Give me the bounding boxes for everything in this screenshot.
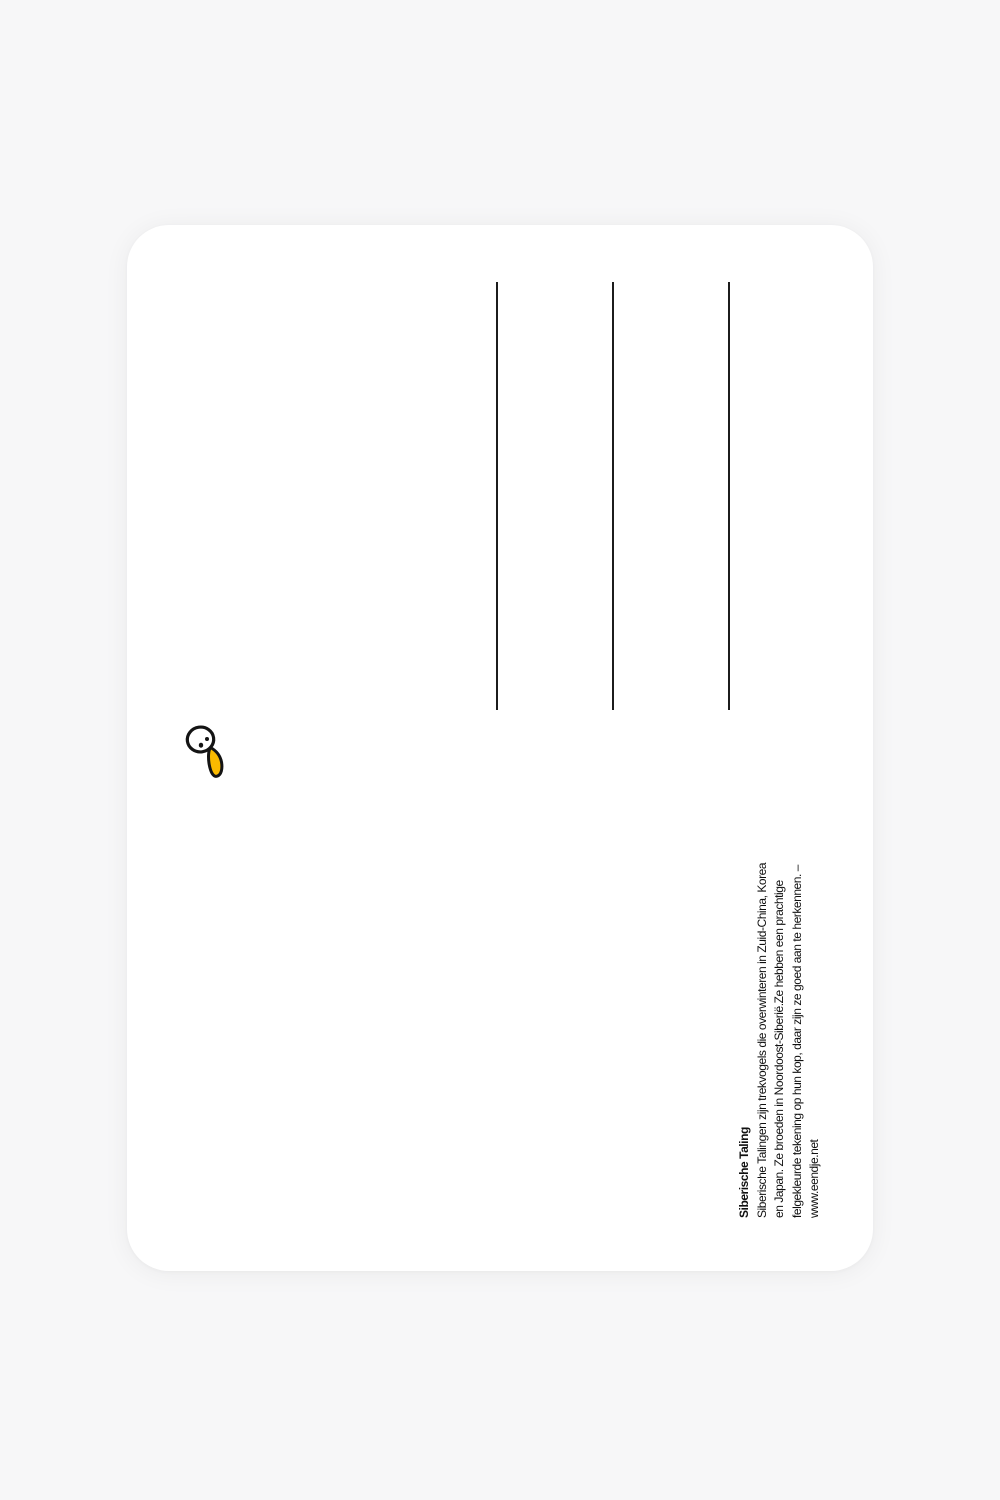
info-line: Siberische Talingen zijn trekvogels die overwinteren in Zuid-China, Korea xyxy=(754,862,769,1218)
duck-nostril xyxy=(199,743,203,748)
address-line xyxy=(496,282,498,710)
duck-logo-icon xyxy=(183,718,227,780)
duck-beak-icon xyxy=(209,748,222,777)
postcard xyxy=(127,225,873,1271)
website-url: www.eendje.net xyxy=(807,1139,821,1218)
info-title: Siberische Taling xyxy=(737,1127,751,1218)
address-line xyxy=(728,282,730,710)
address-line xyxy=(612,282,614,710)
info-line: felgekleurde tekening op hun kop, daar zijn ze goed aan te herkennen. – xyxy=(789,865,804,1218)
postcard-info-text xyxy=(736,863,824,1218)
duck-eye xyxy=(205,737,209,741)
info-line: en Japan. Ze broeden in Noordoost-Siberië.Ze hebben een prachtige xyxy=(772,880,786,1218)
